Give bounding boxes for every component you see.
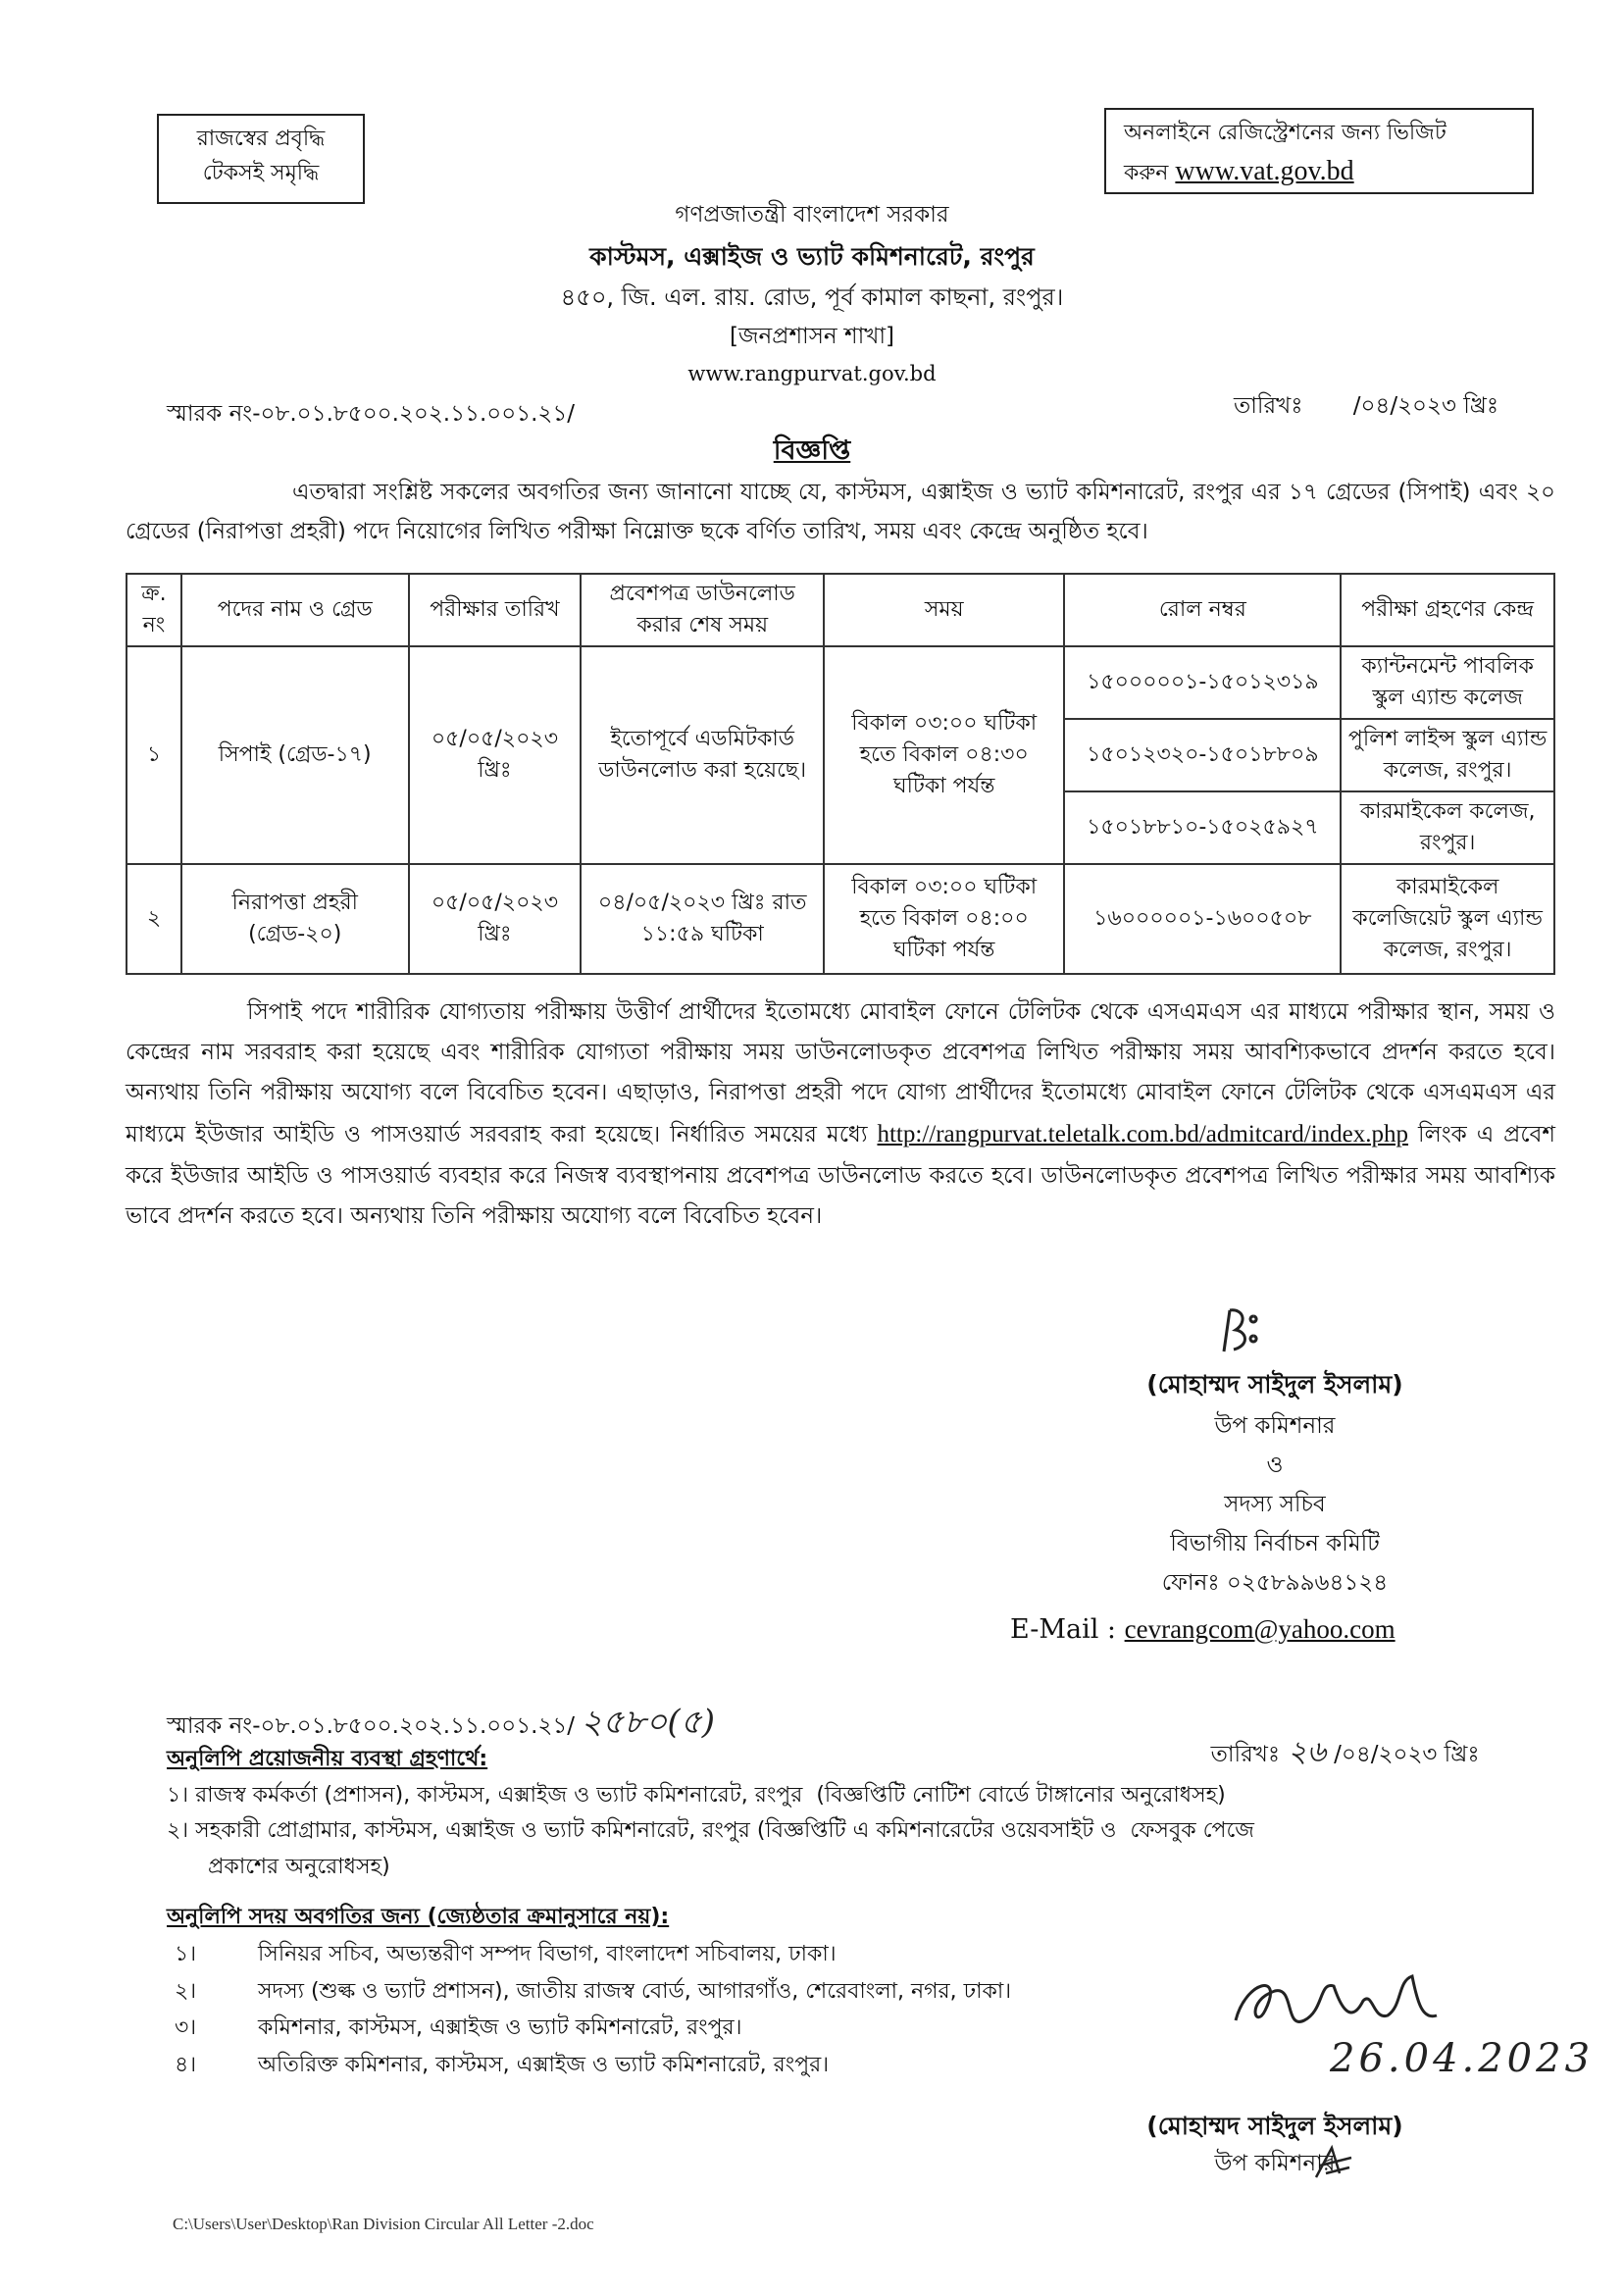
col-header-center: পরীক্ষা গ্রহণের কেন্দ্র xyxy=(1341,574,1554,646)
copy-action-item: প্রকাশের অনুরোধসহ) xyxy=(208,1854,390,1879)
col-header-date: পরীক্ষার তারিখ xyxy=(409,574,582,646)
copy-action-item: ২। সহকারী প্রোগ্রামার, কাস্টমস, এক্সাইজ ও ভ্যাট কমিশনারেট, রংপুর (বিজ্ঞপ্তিটি এ কমিশনারেটের ওয়েবসাইট ও ফেসবুক পেজে xyxy=(167,1818,1254,1844)
copy-info-num: ৪। xyxy=(175,2053,197,2078)
list-item xyxy=(167,2010,1245,2047)
table-row xyxy=(127,864,1554,974)
row1-sl: ১ xyxy=(127,646,181,864)
copy-action-section xyxy=(167,1742,1559,1885)
row1-roll-1: ১৫০০০০০১-১৫০১২৩১৯ xyxy=(1064,646,1341,719)
copy-action-heading: অনুলিপি প্রয়োজনীয় ব্যবস্থা গ্রহণার্থে: xyxy=(167,1747,488,1771)
col-header-roll: রোল নম্বর xyxy=(1064,574,1341,646)
footer-name: (মোহাম্মদ সাইদুল ইসলাম) xyxy=(1146,2112,1403,2140)
slogan-line-1: রাজস্বের প্রবৃদ্ধি xyxy=(196,127,326,151)
signatory-and: ও xyxy=(1266,1452,1284,1478)
row2-time: বিকাল ০৩:০০ ঘটিকা হতে বিকাল ০৪:০০ ঘটিকা পর্যন্ত xyxy=(824,864,1064,974)
row1-date: ০৫/০৫/২০২৩ খ্রিঃ xyxy=(409,646,582,864)
row1-center-2: পুলিশ লাইন্স স্কুল এ্যান্ড কলেজ, রংপুর। xyxy=(1341,719,1554,791)
col-header-sl: ক্র. নং xyxy=(127,574,181,646)
branch-name: [জনপ্রশাসন শাখা] xyxy=(730,323,894,349)
footer-initial xyxy=(1312,2144,1355,2183)
memo2-date-suffix: /০৪/২০২৩ খ্রিঃ xyxy=(1334,1742,1480,1768)
memo2-number: স্মারক নং-০৮.০১.৮৫০০.২০২.১১.০০১.২১/ xyxy=(167,1713,576,1739)
row2-center: কারমাইকেল কলেজিয়েট স্কুল এ্যান্ড কলেজ, রংপুর। xyxy=(1341,864,1554,974)
handwritten-date: 26.04.2023 xyxy=(1330,2036,1595,2081)
copy-info-num: ২। xyxy=(175,1978,197,2004)
footer-designation: উপ কমিশনার xyxy=(1214,2151,1336,2176)
memo2-date-prefix: তারিখঃ xyxy=(1210,1742,1281,1768)
signatory-block xyxy=(1059,1363,1491,1603)
notice-intro: এতদ্বারা সংশ্লিষ্ট সকলের অবগতির জন্য জানানো যাচ্ছে যে, কাস্টমস, এক্সাইজ ও ভ্যাট কমিশনারেট, রংপুর এর ১৭ গ্রেডের (সিপাই) এবং ২০ গ্রেডের (নিরাপত্তা প্রহরী) পদে নিয়োগের লিখিত পরীক্ষা নিম্নোক্ত ছকে বর্ণিত তারিখ, সময় এবং কেন্দ্রে অনুষ্ঠিত হবে। xyxy=(126,480,1555,545)
vat-website-link[interactable]: www.vat.gov.bd xyxy=(1175,156,1354,187)
online-registration-box xyxy=(1104,108,1534,194)
memo-date: তারিখঃ /০৪/২০২৩ খ্রিঃ xyxy=(1234,393,1499,419)
notice-body xyxy=(126,993,1555,1237)
memo2-line xyxy=(167,1699,715,1747)
memo2-handwritten-day: ২৬ xyxy=(1288,1735,1327,1770)
office-name: কাস্টমস, এক্সাইজ ও ভ্যাট কমিশনারেট, রংপুর xyxy=(589,241,1035,271)
office-address: ৪৫০, জি. এল. রায়. রোড, পূর্ব কামাল কাছনা, রংপুর। xyxy=(560,282,1064,311)
list-item xyxy=(167,2047,1245,2084)
table-row xyxy=(127,646,1554,719)
body-part-1: সিপাই পদে শারীরিক যোগ্যতায় পরীক্ষায় উত্তীর্ণ প্রার্থীদের ইতোমধ্যে মোবাইল ফোনে টেলিটক থেকে এসএমএস এর মাধ্যমে পরীক্ষার স্থান, সময় ও কেন্দ্রের নাম সরবরাহ করা হয়েছে এবং শারীরিক যোগ্যতা পরীক্ষায় সময় ডাউনলোডকৃত প্রবেশপত্র লিখিত পরীক্ষায় সময় আবশ্যিকভাবে প্রদর্শন করতে হবে। অন্যথায় তিনি পরীক্ষায় অযোগ্য বলে বিবেচিত হবেন। এছাড়াও, নিরাপত্তা প্রহরী পদে যোগ্য প্রার্থীদের ইতোমধ্যে মোবাইল ফোনে টেলিটক থেকে এসএমএস এর মাধ্যমে ইউজার আইডি ও পাসওয়ার্ড সরবরাহ করা হয়েছে। নির্ধারিত সময়ের মধ্যে xyxy=(126,999,1555,1147)
table-header-row xyxy=(127,574,1554,646)
copy-info-text: কমিশনার, কাস্টমস, এক্সাইজ ও ভ্যাট কমিশনারেট, রংপুর। xyxy=(258,2015,742,2041)
signatory-role: সদস্য সচিব xyxy=(1224,1491,1326,1517)
admit-card-link[interactable]: http://rangpurvat.teletalk.com.bd/admitcard/index.php xyxy=(877,1120,1409,1147)
office-website[interactable]: www.rangpurvat.gov.bd xyxy=(687,362,937,386)
online-box-line-2 xyxy=(1124,150,1514,194)
row1-download: ইতোপূর্বে এডমিটকার্ড ডাউনলোড করা হয়েছে। xyxy=(581,646,824,864)
signatory-committee: বিভাগীয় নির্বাচন কমিটি xyxy=(1170,1530,1380,1556)
memo2-handwritten-number: ২৫৮০(৫) xyxy=(581,1703,715,1742)
list-item xyxy=(167,1936,1245,1973)
row1-center-1: ক্যান্টনমেন্ট পাবলিক স্কুল এ্যান্ড কলেজ xyxy=(1341,646,1554,719)
row2-roll: ১৬০০০০০১-১৬০০৫০৮ xyxy=(1064,864,1341,974)
govt-name: গণপ্রজাতন্ত্রী বাংলাদেশ সরকার xyxy=(675,202,949,228)
row2-date: ০৫/০৫/২০২৩ খ্রিঃ xyxy=(409,864,582,974)
body-part-2: লিংক এ প্রবেশ করে ইউজার আইডি ও পাসওয়ার্ড ব্যবহার করে নিজস্ব ব্যবস্থাপনায় প্রবেশপত্র ডাউনলোড করতে হবে। ডাউনলোডকৃত প্রবেশপত্র লিখিত পরীক্ষার সময় আবশ্যিক ভাবে প্রদর্শন করতে হবে। অন্যথায় তিনি পরীক্ষায় অযোগ্য বলে বিবেচিত হবেন। xyxy=(126,1121,1555,1230)
slogan-box xyxy=(157,114,365,204)
row1-roll-3: ১৫০১৮৮১০-১৫০২৫৯২৭ xyxy=(1064,791,1341,864)
copy-info-num: ৩। xyxy=(175,2015,197,2041)
copy-info-text: সদস্য (শুল্ক ও ভ্যাট প্রশাসন), জাতীয় রাজস্ব বোর্ড, আগারগাঁও, শেরেবাংলা, নগর, ঢাকা। xyxy=(258,1978,1012,2004)
notice-title: বিজ্ঞপ্তি xyxy=(773,435,851,466)
row1-time: বিকাল ০৩:০০ ঘটিকা হতে বিকাল ০৪:৩০ ঘটিকা পর্যন্ত xyxy=(824,646,1064,864)
signatory-phone: ফোনঃ ০২৫৮৯৯৬৪১২৪ xyxy=(1161,1569,1389,1596)
footer-signatory xyxy=(1069,2107,1481,2182)
signatory-name: (মোহাম্মদ সাইদুল ইসলাম) xyxy=(1146,1370,1403,1399)
row1-post: সিপাই (গ্রেড-১৭) xyxy=(181,646,409,864)
row2-sl: ২ xyxy=(127,864,181,974)
col-header-download: প্রবেশপত্র ডাউনলোড করার শেষ সময় xyxy=(581,574,824,646)
copy-info-heading: অনুলিপি সদয় অবগতির জন্য (জ্যেষ্ঠতার ক্রমানুসারে নয়): xyxy=(167,1905,670,1929)
copy-info-section xyxy=(167,1899,1245,2084)
email-link[interactable]: cevrangcom@yahoo.com xyxy=(1124,1614,1396,1644)
row1-roll-2: ১৫০১২৩২০-১৫০১৮৮০৯ xyxy=(1064,719,1341,791)
file-path: C:\Users\User\Desktop\Ran Division Circular All Letter -2.doc xyxy=(173,2215,594,2233)
list-item xyxy=(167,1973,1245,2011)
copy-info-text: সিনিয়র সচিব, অভ্যন্তরীণ সম্পদ বিভাগ, বাংলাদেশ সচিবালয়, ঢাকা। xyxy=(258,1941,837,1966)
col-header-post: পদের নাম ও গ্রেড xyxy=(181,574,409,646)
col-header-time: সময় xyxy=(824,574,1064,646)
exam-schedule-table xyxy=(126,573,1555,975)
signature-initial xyxy=(1214,1302,1273,1361)
memo-number: স্মারক নং-০৮.০১.৮৫০০.২০২.১১.০০১.২১/ xyxy=(167,401,576,427)
row1-center-3: কারমাইকেল কলেজ, রংপুর। xyxy=(1341,791,1554,864)
copy-info-num: ১। xyxy=(175,1941,197,1966)
email-label: E-Mail : xyxy=(1010,1614,1125,1645)
slogan-line-2: টেকসই সমৃদ্ধি xyxy=(202,161,320,186)
row2-post: নিরাপত্তা প্রহরী (গ্রেড-২০) xyxy=(181,864,409,974)
online-box-prefix: করুন xyxy=(1124,161,1176,186)
row2-download: ০৪/০৫/২০২৩ খ্রিঃ রাত ১১:৫৯ ঘটিকা xyxy=(581,864,824,974)
copy-action-item: ১। রাজস্ব কর্মকর্তা (প্রশাসন), কাস্টমস, এক্সাইজ ও ভ্যাট কমিশনারেট, রংপুর (বিজ্ঞপ্তিটি নোটিশ বোর্ডে টাঙ্গানোর অনুরোধসহ) xyxy=(167,1782,1226,1808)
signatory-email-line xyxy=(1010,1610,1396,1649)
signatory-designation: উপ কমিশনার xyxy=(1214,1412,1336,1439)
online-box-line-1: অনলাইনে রেজিস্ট্রেশনের জন্য ভিজিট xyxy=(1124,121,1446,145)
copy-info-text: অতিরিক্ত কমিশনার, কাস্টমস, এক্সাইজ ও ভ্যাট কমিশনারেট, রংপুর। xyxy=(258,2053,830,2078)
letterhead xyxy=(322,196,1302,391)
